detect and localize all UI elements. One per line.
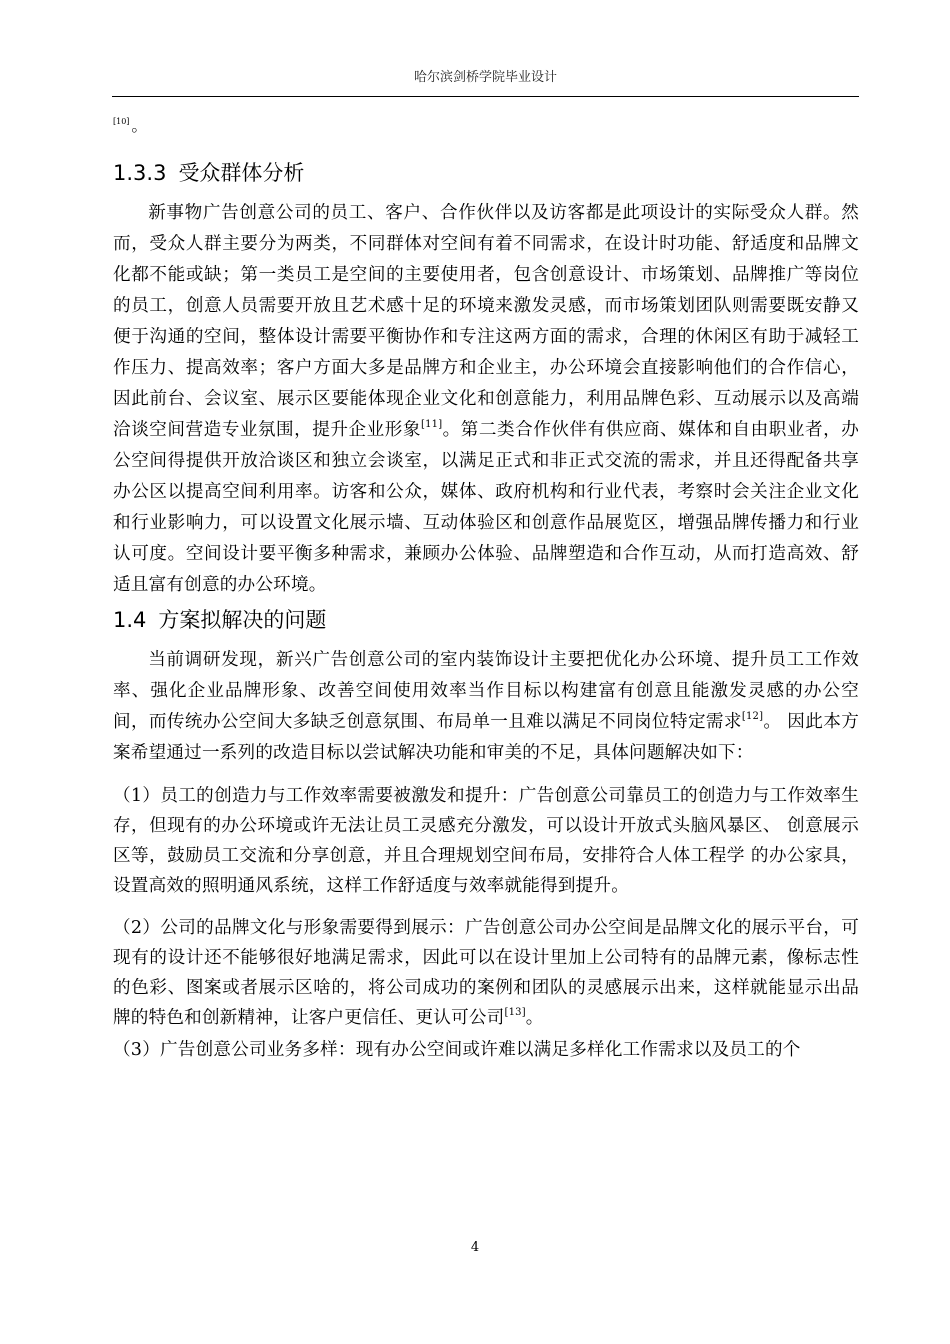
list-item <box>113 1035 859 1065</box>
continued-fragment <box>113 116 859 136</box>
paragraph-text: 当前调研发现，新兴广告创意公司的室内装饰设计主要把优化办公环境、提升员工工作效率、强化企业品牌形象、改善空间使用效率当作目标以构建富有创意且能激发灵感的办公空间，而传统办公空间大多缺乏创意氛围、布局单一且难以满足不同岗位特定需求 <box>113 650 859 732</box>
body-paragraph <box>113 198 859 601</box>
item-text: （3）广告创意公司业务多样：现有办公空间或许难以满足多样化工作需求以及员工的个 <box>113 1040 801 1060</box>
citation-ref: [10] <box>113 117 130 126</box>
citation-ref: [12] <box>741 711 764 722</box>
fragment-text: 。 <box>131 116 148 135</box>
section-number: 1.4 <box>113 608 147 632</box>
item-text-tail: 。 <box>525 1008 544 1028</box>
item-text: （2）公司的品牌文化与形象需要得到展示：广告创意公司办公空间是品牌文化的展示平台，可现有的设计还不能够很好地满足需求，因此可以在设计里加上公司特有的品牌元素，像标志性的色彩、图案或者展示区啥的，将公司成功的案例和团队的灵感展示出来，这样就能显示出品牌的特色和创新精神，让客户更信任、更认可公司 <box>113 918 859 1028</box>
section-heading-1-3-3 <box>113 158 859 188</box>
section-number: 1.3.3 <box>113 161 167 185</box>
list-item <box>113 913 859 1033</box>
page-body <box>113 116 859 1065</box>
section-heading-1-4 <box>113 605 859 635</box>
citation-ref: [11] <box>420 419 443 430</box>
paragraph-text: 新事物广告创意公司的员工、客户、合作伙伴以及访客都是此项设计的实际受众人群。然而，受众人群主要分为两类，不同群体对空间有着不同需求，在设计时功能、舒适度和品牌文化都不能或缺；第一类员工是空间的主要使用者，包含创意设计、市场策划、品牌推广等岗位的员工，创意人员需要开放且艺术感十足的环境来激发灵感，而市场策划团队则需要既安静又便于沟通的空间，整体设计需要平衡协作和专注这两方面的需求，合理的休闲区有助于减轻工作压力、提高效率；客户方面大多是品牌方和企业主，办公环境会直接影响他们的合作信心，因此前台、会议室、展示区要能体现企业文化和创意能力，利用品牌色彩、互动展示以及高端洽谈空间营造专业氛围，提升企业形象 <box>113 203 859 440</box>
page-number: 4 <box>470 1240 480 1255</box>
item-text: （1）员工的创造力与工作效率需要被激发和提升：广告创意公司靠员工的创造力与工作效率生存，但现有的办公环境或许无法让员工灵感充分激发，可以设计开放式头脑风暴区、 创意展示区等，鼓励员工交流和分享创意，并且合理规划空间布局，安排符合人体工程学 的办公家具，设置高效的照明通风系统，这样工作舒适度与效率就能得到提升。 <box>113 786 859 896</box>
citation-ref: [13] <box>504 1007 526 1018</box>
section-title: 受众群体分析 <box>178 161 305 185</box>
paragraph-text: 。第二类合作伙伴有供应商、媒体和自由职业者，办公空间得提供开放洽谈区和独立会谈室，以满足正式和非正式交流的需求，并且还得配备共享办公区以提高空间利用率。访客和公众，媒体、政府机构和行业代表，考察时会关注企业文化和行业影响力，可以设置文化展示墙、互动体验区和创意作品展览区，增强品牌传播力和行业认可度。空间设计要平衡多种需求，兼顾办公体验、品牌塑造和合作互动，从而打造高效、舒适且富有创意的办公环境。 <box>113 420 859 595</box>
header-divider <box>112 96 859 97</box>
section-title: 方案拟解决的问题 <box>158 608 327 632</box>
page-header: 哈尔滨剑桥学院毕业设计 <box>413 70 557 85</box>
body-paragraph <box>113 645 859 769</box>
list-item <box>113 781 859 901</box>
paragraph-text: 。 因此本方案希望通过一系列的改造目标以尝试解决功能和审美的不足，具体问题解决如下： <box>113 712 859 763</box>
